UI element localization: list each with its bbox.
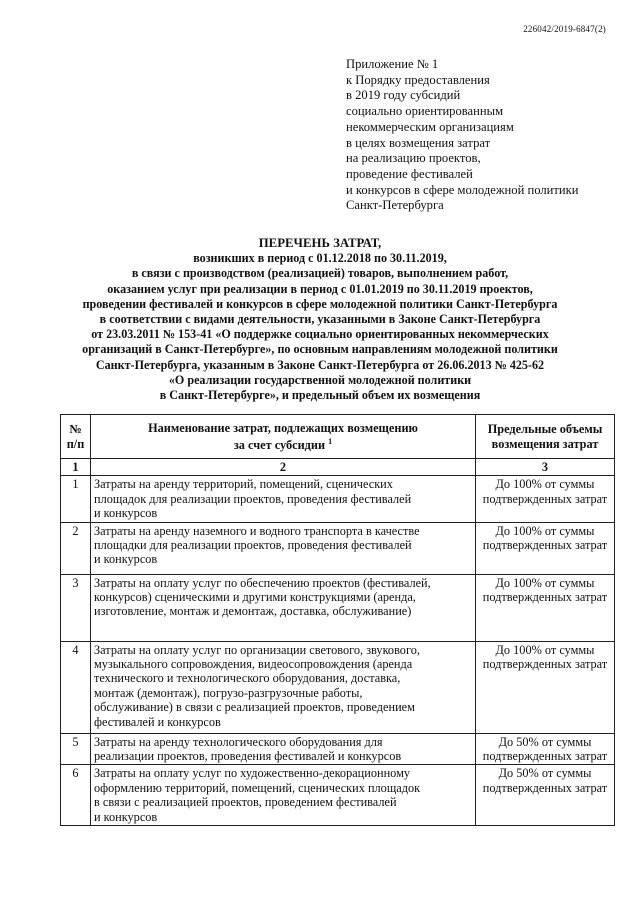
row-name-line: Затраты на аренду территорий, помещений, сценических: [94, 477, 393, 492]
row-name-line: и конкурсов: [94, 506, 158, 521]
row-name-line: Затраты на оплату услуг по организации светового, звукового,: [94, 642, 420, 657]
header-num-line: №: [69, 422, 82, 437]
title-line: в связи с производством (реализацией) товаров, выполнением работ,: [131, 266, 509, 281]
table-row: [61, 641, 615, 733]
row-name: [91, 574, 476, 641]
header-name-text: за счет субсидии: [233, 438, 326, 453]
header-limit-line: возмещения затрат: [491, 436, 599, 451]
row-limit-line: До 100% от суммы: [495, 477, 595, 492]
column-number-row: [61, 459, 615, 476]
row-limit: [476, 522, 615, 574]
row-name: [91, 765, 476, 826]
appendix-line: в 2019 году субсидий: [346, 88, 461, 103]
col-number: 1: [61, 459, 91, 476]
header-limit: [476, 415, 615, 459]
row-name-line: и конкурсов: [94, 552, 158, 567]
row-name-line: музыкального сопровождения, видеосопровождения (аренда: [94, 657, 413, 672]
header-name-line: Наименование затрат, подлежащих возмещению: [148, 420, 418, 435]
appendix-line: некоммерческим организациям: [346, 119, 514, 134]
row-name-line: изготовление, монтаж и демонтаж, доставка, обслуживание): [94, 604, 412, 619]
row-number: 6: [61, 765, 91, 826]
title-line: в соответствии с видами деятельности, указанными в Законе Санкт-Петербурга: [99, 312, 541, 327]
row-limit-line: подтвержденных затрат: [482, 590, 608, 605]
row-name: [91, 641, 476, 733]
appendix-line: и конкурсов в сфере молодежной политики: [346, 182, 579, 197]
row-name-line: оформлению территорий, помещений, сценических площадок: [94, 780, 421, 795]
row-name-line: Затраты на оплату услуг по художественно-декорационному: [94, 766, 411, 781]
costs-table: [60, 414, 615, 826]
row-name-line: и конкурсов: [94, 809, 158, 824]
row-name: [91, 733, 476, 765]
appendix-line: к Порядку предоставления: [346, 72, 490, 87]
appendix-line: социально ориентированным: [346, 104, 504, 119]
row-limit: [476, 476, 615, 522]
table-row: [61, 522, 615, 574]
appendix-line: Приложение № 1: [346, 57, 439, 71]
row-name-line: Затраты на аренду технологического оборудования для: [94, 734, 383, 749]
row-number: 2: [61, 522, 91, 574]
col-number: 2: [91, 459, 476, 476]
title-line: возникших в период с 01.12.2018 по 30.11.2019,: [193, 251, 447, 266]
table-row: [61, 765, 615, 826]
row-limit: [476, 733, 615, 765]
table-row: [61, 733, 615, 765]
row-name-line: обслуживание) в связи с реализацией проектов, проведением: [94, 700, 415, 715]
row-number: 1: [61, 476, 91, 522]
row-limit-line: До 50% от суммы: [498, 734, 592, 749]
row-number: 4: [61, 641, 91, 733]
row-name-line: монтаж (демонтаж), погрузо-разгрузочные работы,: [94, 685, 363, 700]
row-limit: [476, 641, 615, 733]
header-name-line: [94, 435, 472, 453]
footnote-marker: 1: [328, 436, 333, 446]
row-name-line: конкурсов) сценическими и другими конструкциями (аренда,: [94, 590, 416, 605]
title-line: оказанием услуг при реализации в период с 01.01.2019 по 30.11.2019 проектов,: [107, 281, 533, 296]
row-name-line: технического и технологического оборудования, доставка,: [94, 671, 401, 686]
table-header-row: [61, 415, 615, 459]
row-limit-line: До 100% от суммы: [495, 575, 595, 590]
table-row: [61, 476, 615, 522]
row-limit-line: подтвержденных затрат: [482, 780, 608, 795]
appendix-line: проведение фестивалей: [346, 166, 473, 181]
header-name: [91, 415, 476, 459]
row-limit-line: подтвержденных затрат: [482, 491, 608, 506]
document-number: 226042/2019-6847(2): [523, 24, 606, 34]
row-name-line: Затраты на аренду наземного и водного транспорта в качестве: [94, 523, 420, 538]
row-number: 3: [61, 574, 91, 641]
header-limit-line: Предельные объемы: [487, 422, 603, 437]
row-name-line: реализации проектов, проведения фестивалей и конкурсов: [94, 749, 402, 764]
title-line: проведении фестивалей и конкурсов в сфере молодежной политики Санкт-Петербурга: [82, 296, 558, 311]
appendix-line: Санкт-Петербурга: [346, 198, 444, 213]
row-limit-line: подтвержденных затрат: [482, 538, 608, 553]
col-number: 3: [476, 459, 615, 476]
title-line: «О реализации государственной молодежной политики: [168, 372, 472, 387]
row-name: [91, 522, 476, 574]
row-limit-line: До 100% от суммы: [495, 523, 595, 538]
appendix-block: [346, 57, 626, 214]
appendix-line: в целях возмещения затрат: [346, 135, 491, 150]
row-limit-line: подтвержденных затрат: [482, 657, 608, 672]
row-name-line: в связи с реализацией проектов, проведением фестивалей: [94, 795, 397, 810]
appendix-line: на реализацию проектов,: [346, 151, 481, 166]
title-line: от 23.03.2011 № 153-41 «О поддержке социально ориентированных некоммерческих: [91, 327, 549, 342]
title-line: организаций в Санкт-Петербурге», по основным направлениям молодежной политики: [82, 342, 558, 357]
title-heading: ПЕРЕЧЕНЬ ЗАТРАТ,: [258, 236, 382, 250]
title-line: Санкт-Петербурга, указанным в Законе Санкт-Петербурга от 26.06.2013 № 425-62: [95, 357, 545, 372]
document-title: [30, 236, 610, 403]
title-line: в Санкт-Петербурге», и предельный объем их возмещения: [159, 388, 481, 403]
table-row: [61, 574, 615, 641]
row-name: [91, 476, 476, 522]
row-limit: [476, 574, 615, 641]
row-name-line: площадок для реализации проектов, проведения фестивалей: [94, 491, 412, 506]
row-limit-line: До 50% от суммы: [498, 766, 592, 781]
row-name-line: Затраты на оплату услуг по обеспечению проектов (фестивалей,: [94, 575, 431, 590]
row-limit-line: подтвержденных затрат: [482, 749, 608, 764]
row-name-line: фестивалей и конкурсов: [94, 714, 221, 729]
row-number: 5: [61, 733, 91, 765]
header-num: [61, 415, 91, 459]
header-num-line: п/п: [66, 436, 85, 451]
row-name-line: площадки для реализации проектов, проведения фестивалей: [94, 538, 412, 553]
row-limit-line: До 100% от суммы: [495, 642, 595, 657]
row-limit: [476, 765, 615, 826]
